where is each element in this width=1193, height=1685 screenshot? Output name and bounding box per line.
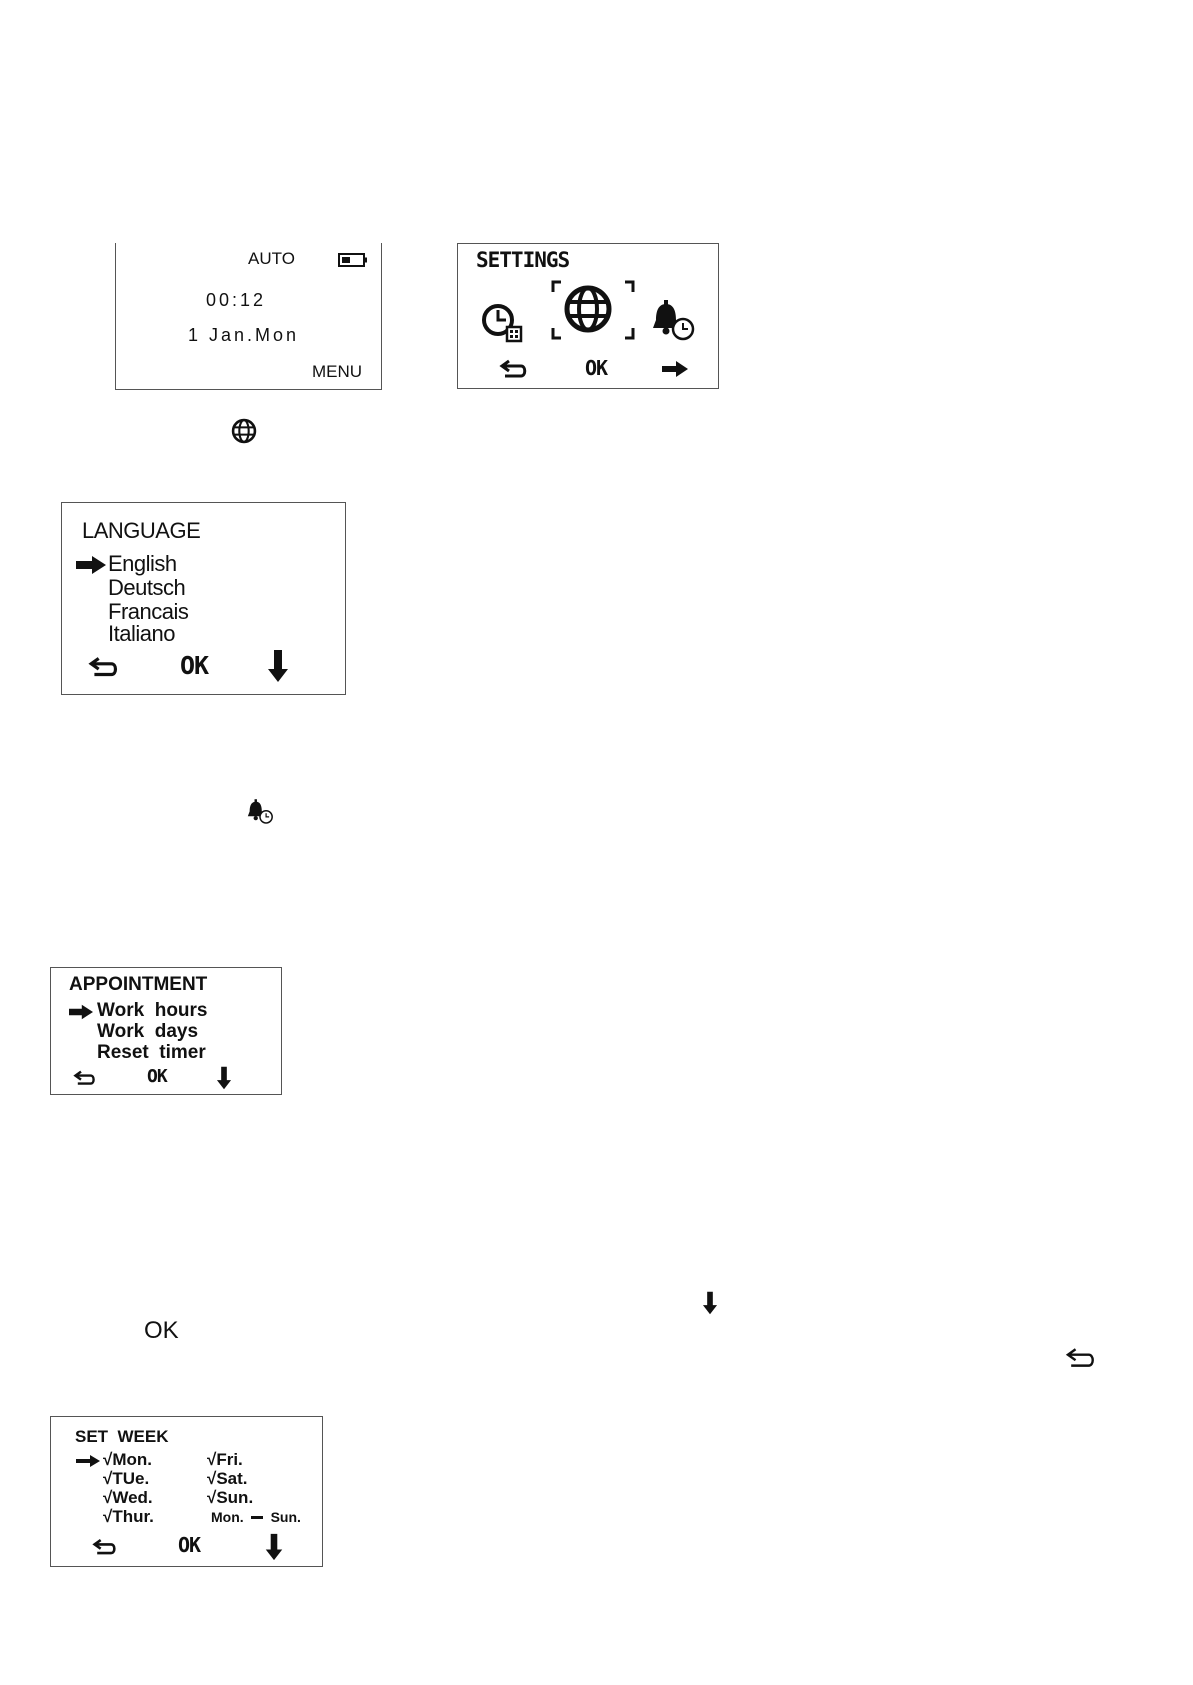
language-item[interactable]: Francais — [108, 599, 189, 624]
range-end: Sun. — [270, 1509, 301, 1525]
range-start: Mon. — [211, 1509, 244, 1525]
language-title: LANGUAGE — [82, 518, 201, 543]
day-option[interactable]: √Wed. — [103, 1488, 153, 1507]
set-week-screen — [50, 1416, 323, 1567]
globe-icon[interactable] — [563, 284, 613, 334]
right-arrow-icon[interactable] — [661, 360, 689, 378]
day-option[interactable]: √Fri. — [207, 1450, 243, 1469]
down-arrow-icon — [702, 1291, 718, 1315]
language-item[interactable]: English — [108, 551, 177, 576]
down-arrow-icon[interactable] — [264, 1533, 284, 1561]
appointment-title: APPOINTMENT — [69, 974, 208, 995]
home-screen — [115, 243, 382, 390]
back-icon[interactable] — [92, 1537, 118, 1557]
day-option[interactable]: √TUe. — [103, 1469, 150, 1488]
appointment-screen — [50, 967, 282, 1095]
ok-button[interactable]: OK — [585, 356, 608, 380]
menu-label[interactable]: MENU — [312, 362, 363, 381]
language-item[interactable]: Italiano — [108, 621, 175, 646]
clock-time: 00:12 — [206, 290, 267, 310]
day-range-option[interactable] — [211, 1509, 301, 1527]
back-icon[interactable] — [73, 1069, 97, 1087]
clock-date-icon[interactable] — [480, 300, 526, 346]
language-item[interactable]: Deutsch — [108, 575, 186, 600]
selection-arrow-icon — [75, 1454, 101, 1468]
language-screen — [61, 502, 346, 695]
day-option[interactable]: √Sat. — [207, 1469, 248, 1488]
appointment-item[interactable]: Work hours — [97, 1000, 208, 1021]
appointment-item[interactable]: Reset timer — [97, 1042, 206, 1063]
range-dash — [251, 1516, 263, 1519]
back-icon — [1064, 1346, 1098, 1370]
battery-icon — [338, 252, 368, 268]
mode-label: AUTO — [248, 249, 295, 268]
day-option[interactable]: √Sun. — [207, 1488, 254, 1507]
back-icon[interactable] — [88, 655, 120, 679]
settings-screen — [457, 243, 719, 389]
selection-arrow-icon — [68, 1004, 94, 1020]
settings-title: SETTINGS — [476, 248, 570, 272]
down-arrow-icon[interactable] — [216, 1066, 232, 1090]
ok-label: OK — [144, 1317, 179, 1344]
set-week-title: SET WEEK — [75, 1427, 169, 1446]
ok-button[interactable]: OK — [180, 651, 209, 680]
down-arrow-icon[interactable] — [267, 649, 289, 683]
bell-timer-icon[interactable] — [650, 300, 696, 342]
date-label: 1 Jan.Mon — [188, 325, 300, 345]
ok-button[interactable]: OK — [178, 1533, 201, 1557]
bell-timer-icon — [246, 799, 274, 825]
back-icon[interactable] — [499, 358, 529, 380]
globe-icon — [231, 418, 257, 444]
selection-arrow-icon — [75, 555, 107, 575]
ok-button[interactable]: OK — [147, 1066, 167, 1087]
day-option[interactable]: √Thur. — [103, 1507, 154, 1526]
appointment-item[interactable]: Work days — [97, 1021, 199, 1042]
day-option[interactable]: √Mon. — [103, 1450, 152, 1469]
